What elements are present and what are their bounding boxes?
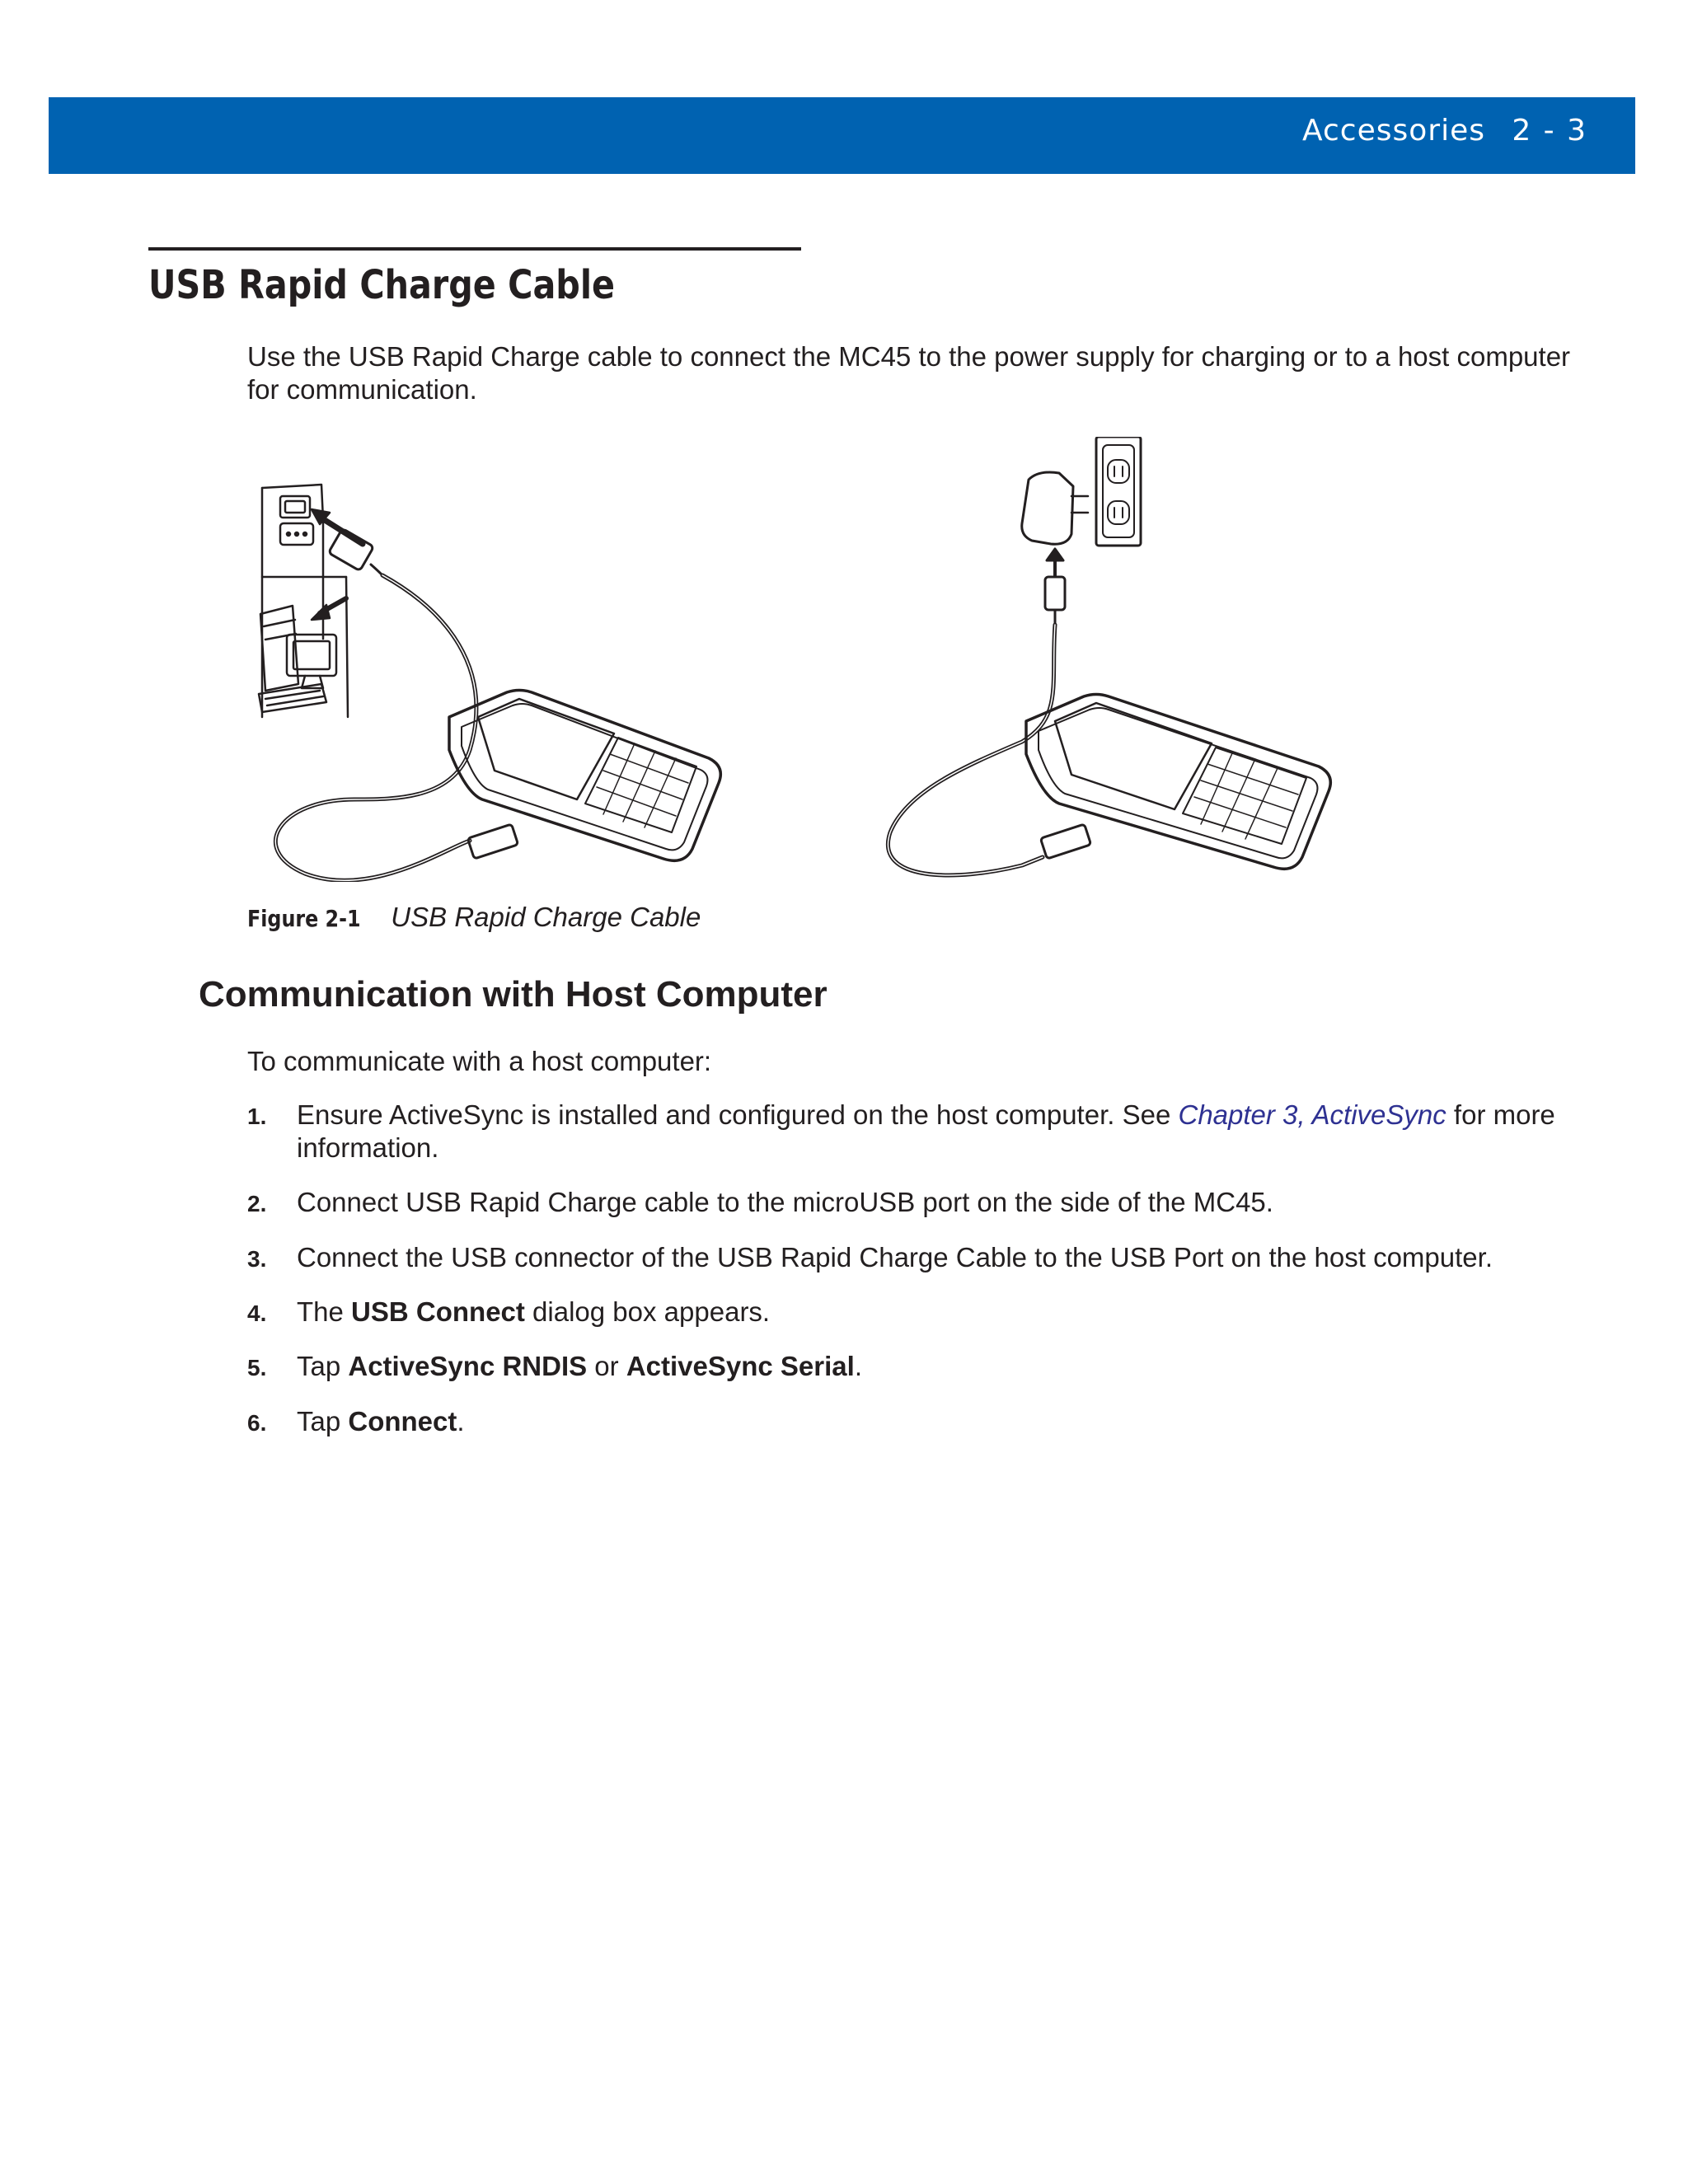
section-intro: Use the USB Rapid Charge cable to connect the MC45 to the power supply for charging or to a host computer for communication.	[247, 341, 1571, 405]
step-text: Connect USB Rapid Charge cable to the microUSB port on the side of the MC45.	[297, 1187, 1273, 1217]
step-number: 5.	[247, 1355, 267, 1380]
subsection-title: Communication with Host Computer	[199, 974, 828, 1015]
step-3	[247, 1241, 1582, 1274]
usb-cable-illustration	[247, 437, 1385, 882]
step-text	[297, 1296, 1582, 1329]
left-mc45-device	[449, 691, 720, 861]
header-section-title: Accessories	[1302, 114, 1485, 148]
step-text	[297, 1350, 1582, 1383]
figure-number: Figure 2-1	[247, 905, 361, 932]
step-number: 3.	[247, 1246, 267, 1272]
step-2	[247, 1186, 1582, 1219]
activesync-rndis-term: ActiveSync RNDIS	[348, 1351, 588, 1381]
step-text-part: or	[587, 1351, 626, 1381]
header-bar	[49, 97, 1635, 174]
step-6	[247, 1405, 1582, 1438]
host-computer-drawing	[259, 485, 363, 717]
step-1	[247, 1099, 1582, 1165]
step-text-part: Tap	[297, 1406, 349, 1436]
chapter-3-activesync-link[interactable]: Chapter 3, ActiveSync	[1178, 1099, 1447, 1130]
step-text: Connect the USB connector of the USB Rapid Charge Cable to the USB Port on the host computer.	[297, 1242, 1493, 1272]
usb-connect-term: USB Connect	[351, 1296, 525, 1327]
wall-outlet-drawing	[1096, 437, 1141, 546]
step-number: 6.	[247, 1410, 267, 1436]
header-page-number: 2 - 3	[1512, 114, 1587, 148]
step-text-part: for more information.	[297, 1099, 1555, 1163]
step-text	[297, 1405, 1582, 1438]
connect-term: Connect	[348, 1406, 457, 1436]
figure-caption	[247, 902, 701, 933]
steps-intro: To communicate with a host computer:	[247, 1046, 712, 1076]
activesync-serial-term: ActiveSync Serial	[626, 1351, 855, 1381]
step-text	[297, 1099, 1582, 1165]
figure-caption-text: USB Rapid Charge Cable	[391, 902, 701, 932]
step-text-part: Ensure ActiveSync is installed and configured on the host computer. See	[297, 1099, 1179, 1130]
section-title-rule	[148, 247, 801, 251]
step-text-part: The	[297, 1296, 352, 1327]
step-number: 2.	[247, 1191, 267, 1216]
step-5	[247, 1350, 1582, 1383]
step-text-part: .	[457, 1406, 465, 1436]
step-number: 4.	[247, 1301, 267, 1326]
step-text-part: dialog box appears.	[524, 1296, 771, 1327]
step-text-part: .	[854, 1351, 862, 1381]
section-title: USB Rapid Charge Cable	[148, 262, 616, 308]
step-text-part: Tap	[297, 1351, 349, 1381]
step-4	[247, 1296, 1582, 1329]
step-number: 1.	[247, 1104, 267, 1129]
right-mc45-device	[1026, 695, 1330, 869]
right-usb-cable	[888, 625, 1090, 875]
power-adapter-drawing	[1022, 472, 1088, 625]
